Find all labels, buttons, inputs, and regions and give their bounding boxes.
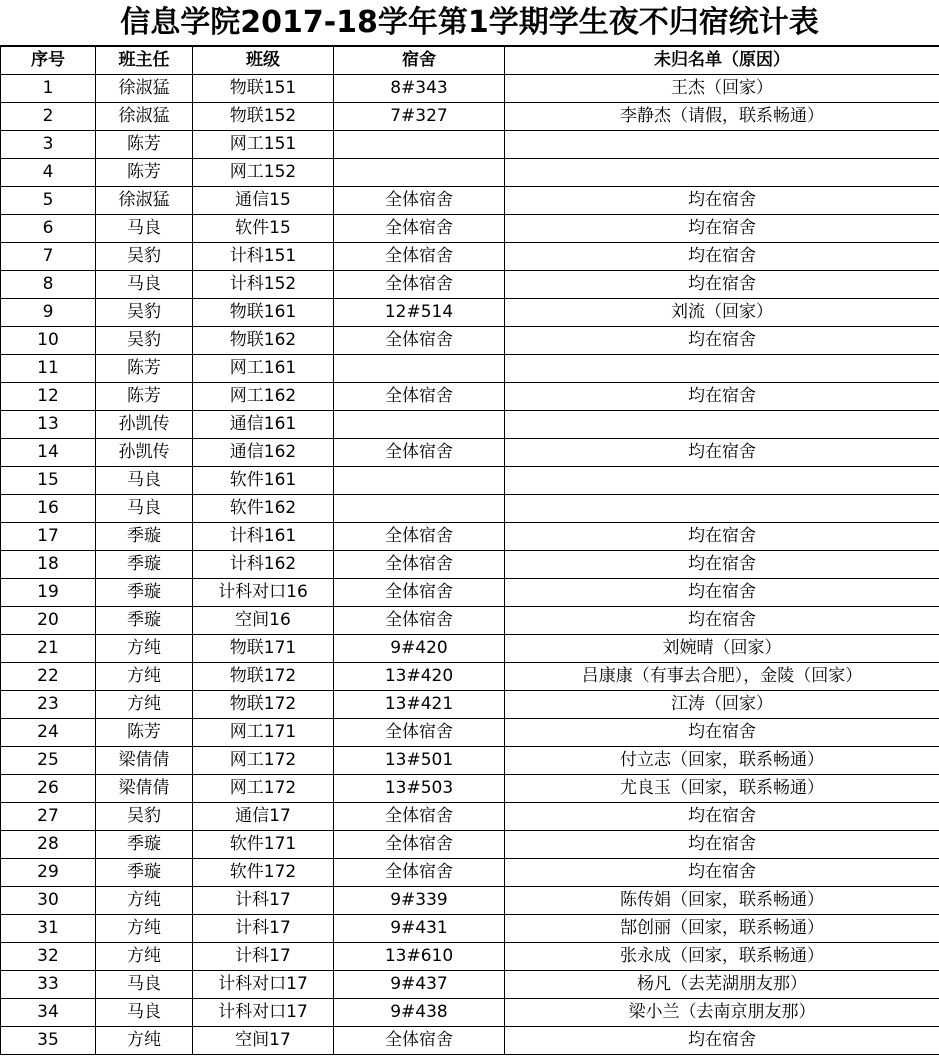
cell-class: 网工152 xyxy=(193,159,334,187)
cell-class: 通信17 xyxy=(193,803,334,831)
cell-absent-list: 均在宿舍 xyxy=(505,243,939,271)
cell-index: 19 xyxy=(1,579,96,607)
cell-absent-list: 李静杰（请假，联系畅通） xyxy=(505,103,939,131)
cell-teacher: 马良 xyxy=(96,271,193,299)
cell-class: 软件161 xyxy=(193,467,334,495)
cell-dorm: 全体宿舍 xyxy=(334,803,505,831)
cell-teacher: 吴豹 xyxy=(96,803,193,831)
cell-class: 计科151 xyxy=(193,243,334,271)
cell-absent-list xyxy=(505,159,939,187)
cell-teacher: 马良 xyxy=(96,467,193,495)
cell-teacher: 季璇 xyxy=(96,607,193,635)
cell-class: 网工172 xyxy=(193,747,334,775)
cell-index: 17 xyxy=(1,523,96,551)
cell-teacher: 季璇 xyxy=(96,579,193,607)
cell-index: 30 xyxy=(1,887,96,915)
cell-dorm: 9#339 xyxy=(334,887,505,915)
cell-index: 18 xyxy=(1,551,96,579)
cell-absent-list: 张永成（回家，联系畅通） xyxy=(505,943,939,971)
cell-dorm xyxy=(334,355,505,383)
table-row xyxy=(1,859,939,887)
cell-dorm: 13#610 xyxy=(334,943,505,971)
cell-dorm: 13#420 xyxy=(334,663,505,691)
table-row xyxy=(1,215,939,243)
cell-dorm: 7#327 xyxy=(334,103,505,131)
cell-index: 20 xyxy=(1,607,96,635)
table-row xyxy=(1,1027,939,1055)
cell-teacher: 吴豹 xyxy=(96,327,193,355)
cell-absent-list: 均在宿舍 xyxy=(505,271,939,299)
cell-index: 27 xyxy=(1,803,96,831)
cell-index: 23 xyxy=(1,691,96,719)
cell-teacher: 方纯 xyxy=(96,915,193,943)
cell-index: 21 xyxy=(1,635,96,663)
cell-class: 物联171 xyxy=(193,635,334,663)
cell-index: 8 xyxy=(1,271,96,299)
cell-class: 网工162 xyxy=(193,383,334,411)
header-teacher: 班主任 xyxy=(96,47,193,75)
cell-index: 29 xyxy=(1,859,96,887)
cell-absent-list: 均在宿舍 xyxy=(505,187,939,215)
cell-class: 计科17 xyxy=(193,887,334,915)
cell-class: 物联172 xyxy=(193,663,334,691)
cell-absent-list: 均在宿舍 xyxy=(505,831,939,859)
table-row xyxy=(1,943,939,971)
cell-teacher: 季璇 xyxy=(96,831,193,859)
cell-dorm: 13#503 xyxy=(334,775,505,803)
table-row xyxy=(1,75,939,103)
cell-dorm: 全体宿舍 xyxy=(334,719,505,747)
table-row xyxy=(1,831,939,859)
cell-teacher: 季璇 xyxy=(96,551,193,579)
table-row xyxy=(1,747,939,775)
cell-class: 物联162 xyxy=(193,327,334,355)
cell-class: 物联172 xyxy=(193,691,334,719)
cell-class: 软件15 xyxy=(193,215,334,243)
cell-teacher: 梁倩倩 xyxy=(96,747,193,775)
cell-dorm: 全体宿舍 xyxy=(334,523,505,551)
cell-absent-list: 均在宿舍 xyxy=(505,859,939,887)
cell-teacher: 陈芳 xyxy=(96,355,193,383)
cell-index: 28 xyxy=(1,831,96,859)
table-row xyxy=(1,523,939,551)
table-row xyxy=(1,887,939,915)
cell-dorm xyxy=(334,131,505,159)
cell-class: 网工171 xyxy=(193,719,334,747)
cell-absent-list: 陈传娟（回家，联系畅通） xyxy=(505,887,939,915)
stats-table xyxy=(0,46,939,1055)
table-row xyxy=(1,607,939,635)
cell-dorm: 9#438 xyxy=(334,999,505,1027)
cell-class: 空间16 xyxy=(193,607,334,635)
table-row xyxy=(1,271,939,299)
cell-absent-list: 均在宿舍 xyxy=(505,579,939,607)
cell-class: 软件171 xyxy=(193,831,334,859)
cell-class: 网工151 xyxy=(193,131,334,159)
cell-class: 通信162 xyxy=(193,439,334,467)
cell-dorm: 全体宿舍 xyxy=(334,187,505,215)
cell-class: 计科17 xyxy=(193,943,334,971)
cell-index: 15 xyxy=(1,467,96,495)
cell-dorm: 全体宿舍 xyxy=(334,271,505,299)
cell-class: 计科152 xyxy=(193,271,334,299)
cell-index: 6 xyxy=(1,215,96,243)
table-row xyxy=(1,579,939,607)
cell-dorm xyxy=(334,159,505,187)
header-dorm: 宿舍 xyxy=(334,47,505,75)
cell-class: 软件172 xyxy=(193,859,334,887)
cell-teacher: 陈芳 xyxy=(96,383,193,411)
cell-absent-list: 均在宿舍 xyxy=(505,383,939,411)
cell-class: 计科161 xyxy=(193,523,334,551)
cell-absent-list: 王杰（回家） xyxy=(505,75,939,103)
cell-teacher: 陈芳 xyxy=(96,719,193,747)
cell-index: 7 xyxy=(1,243,96,271)
header-absent-list: 未归名单（原因） xyxy=(505,47,939,75)
cell-teacher: 孙凯传 xyxy=(96,411,193,439)
cell-index: 26 xyxy=(1,775,96,803)
cell-index: 32 xyxy=(1,943,96,971)
cell-absent-list xyxy=(505,355,939,383)
table-row xyxy=(1,327,939,355)
cell-class: 通信15 xyxy=(193,187,334,215)
cell-index: 24 xyxy=(1,719,96,747)
cell-absent-list: 均在宿舍 xyxy=(505,719,939,747)
cell-teacher: 方纯 xyxy=(96,635,193,663)
cell-index: 9 xyxy=(1,299,96,327)
cell-dorm: 全体宿舍 xyxy=(334,243,505,271)
cell-teacher: 马良 xyxy=(96,999,193,1027)
cell-class: 物联161 xyxy=(193,299,334,327)
cell-index: 1 xyxy=(1,75,96,103)
cell-dorm: 全体宿舍 xyxy=(334,327,505,355)
cell-absent-list: 均在宿舍 xyxy=(505,327,939,355)
cell-absent-list: 郜创丽（回家，联系畅通） xyxy=(505,915,939,943)
cell-dorm: 9#437 xyxy=(334,971,505,999)
cell-dorm: 全体宿舍 xyxy=(334,551,505,579)
table-body xyxy=(1,75,939,1055)
cell-absent-list: 梁小兰（去南京朋友那） xyxy=(505,999,939,1027)
cell-class: 网工172 xyxy=(193,775,334,803)
table-row xyxy=(1,663,939,691)
header-class: 班级 xyxy=(193,47,334,75)
cell-index: 10 xyxy=(1,327,96,355)
cell-teacher: 吴豹 xyxy=(96,299,193,327)
cell-teacher: 陈芳 xyxy=(96,159,193,187)
cell-index: 5 xyxy=(1,187,96,215)
cell-index: 11 xyxy=(1,355,96,383)
cell-absent-list xyxy=(505,495,939,523)
page-title: 信息学院2017-18学年第1学期学生夜不归宿统计表 xyxy=(0,0,939,46)
cell-absent-list: 均在宿舍 xyxy=(505,607,939,635)
cell-class: 网工161 xyxy=(193,355,334,383)
cell-dorm: 全体宿舍 xyxy=(334,439,505,467)
cell-class: 计科对口17 xyxy=(193,971,334,999)
cell-dorm: 8#343 xyxy=(334,75,505,103)
cell-class: 计科对口17 xyxy=(193,999,334,1027)
cell-absent-list: 尤良玉（回家，联系畅通） xyxy=(505,775,939,803)
cell-absent-list: 均在宿舍 xyxy=(505,1027,939,1055)
table-row xyxy=(1,551,939,579)
table-row xyxy=(1,467,939,495)
header-index: 序号 xyxy=(1,47,96,75)
table-row xyxy=(1,243,939,271)
table-row xyxy=(1,131,939,159)
cell-absent-list: 付立志（回家，联系畅通） xyxy=(505,747,939,775)
cell-teacher: 陈芳 xyxy=(96,131,193,159)
table-row xyxy=(1,803,939,831)
cell-class: 软件162 xyxy=(193,495,334,523)
table-row xyxy=(1,187,939,215)
cell-class: 空间17 xyxy=(193,1027,334,1055)
cell-dorm xyxy=(334,495,505,523)
cell-absent-list: 刘流（回家） xyxy=(505,299,939,327)
cell-absent-list xyxy=(505,467,939,495)
cell-absent-list: 吕康康（有事去合肥），金陵（回家） xyxy=(505,663,939,691)
cell-teacher: 方纯 xyxy=(96,691,193,719)
cell-dorm: 12#514 xyxy=(334,299,505,327)
cell-class: 通信161 xyxy=(193,411,334,439)
cell-index: 3 xyxy=(1,131,96,159)
table-row xyxy=(1,299,939,327)
cell-teacher: 马良 xyxy=(96,971,193,999)
table-row xyxy=(1,915,939,943)
cell-absent-list: 均在宿舍 xyxy=(505,551,939,579)
cell-absent-list: 刘婉晴（回家） xyxy=(505,635,939,663)
cell-absent-list: 均在宿舍 xyxy=(505,523,939,551)
cell-teacher: 马良 xyxy=(96,215,193,243)
table-row xyxy=(1,775,939,803)
cell-class: 计科17 xyxy=(193,915,334,943)
cell-index: 34 xyxy=(1,999,96,1027)
cell-absent-list: 杨凡（去芜湖朋友那） xyxy=(505,971,939,999)
cell-absent-list xyxy=(505,131,939,159)
cell-index: 13 xyxy=(1,411,96,439)
cell-teacher: 方纯 xyxy=(96,887,193,915)
cell-teacher: 方纯 xyxy=(96,663,193,691)
cell-class: 物联152 xyxy=(193,103,334,131)
cell-teacher: 吴豹 xyxy=(96,243,193,271)
table-row xyxy=(1,355,939,383)
cell-index: 14 xyxy=(1,439,96,467)
cell-dorm: 13#501 xyxy=(334,747,505,775)
cell-teacher: 季璇 xyxy=(96,523,193,551)
table-row xyxy=(1,103,939,131)
cell-teacher: 梁倩倩 xyxy=(96,775,193,803)
cell-dorm: 全体宿舍 xyxy=(334,383,505,411)
table-row xyxy=(1,719,939,747)
table-row xyxy=(1,971,939,999)
cell-teacher: 徐淑猛 xyxy=(96,187,193,215)
cell-dorm: 9#431 xyxy=(334,915,505,943)
cell-index: 16 xyxy=(1,495,96,523)
cell-dorm: 9#420 xyxy=(334,635,505,663)
cell-index: 33 xyxy=(1,971,96,999)
cell-absent-list: 均在宿舍 xyxy=(505,215,939,243)
cell-teacher: 孙凯传 xyxy=(96,439,193,467)
table-row xyxy=(1,383,939,411)
cell-teacher: 徐淑猛 xyxy=(96,103,193,131)
cell-index: 35 xyxy=(1,1027,96,1055)
cell-class: 计科162 xyxy=(193,551,334,579)
cell-absent-list: 均在宿舍 xyxy=(505,803,939,831)
header-row xyxy=(1,47,939,75)
table-row xyxy=(1,495,939,523)
cell-dorm: 全体宿舍 xyxy=(334,859,505,887)
cell-dorm: 全体宿舍 xyxy=(334,1027,505,1055)
cell-teacher: 季璇 xyxy=(96,859,193,887)
cell-class: 物联151 xyxy=(193,75,334,103)
cell-index: 25 xyxy=(1,747,96,775)
cell-dorm: 全体宿舍 xyxy=(334,607,505,635)
table-row xyxy=(1,691,939,719)
cell-dorm xyxy=(334,411,505,439)
table-row xyxy=(1,159,939,187)
cell-teacher: 方纯 xyxy=(96,943,193,971)
cell-index: 31 xyxy=(1,915,96,943)
cell-absent-list xyxy=(505,411,939,439)
table-row xyxy=(1,411,939,439)
table-row xyxy=(1,999,939,1027)
table-row xyxy=(1,439,939,467)
cell-dorm xyxy=(334,467,505,495)
cell-teacher: 马良 xyxy=(96,495,193,523)
cell-index: 12 xyxy=(1,383,96,411)
cell-index: 2 xyxy=(1,103,96,131)
cell-teacher: 方纯 xyxy=(96,1027,193,1055)
cell-dorm: 13#421 xyxy=(334,691,505,719)
cell-class: 计科对口16 xyxy=(193,579,334,607)
cell-index: 22 xyxy=(1,663,96,691)
cell-absent-list: 江涛（回家） xyxy=(505,691,939,719)
cell-dorm: 全体宿舍 xyxy=(334,579,505,607)
cell-dorm: 全体宿舍 xyxy=(334,215,505,243)
cell-index: 4 xyxy=(1,159,96,187)
cell-teacher: 徐淑猛 xyxy=(96,75,193,103)
table-row xyxy=(1,635,939,663)
cell-absent-list: 均在宿舍 xyxy=(505,439,939,467)
cell-dorm: 全体宿舍 xyxy=(334,831,505,859)
